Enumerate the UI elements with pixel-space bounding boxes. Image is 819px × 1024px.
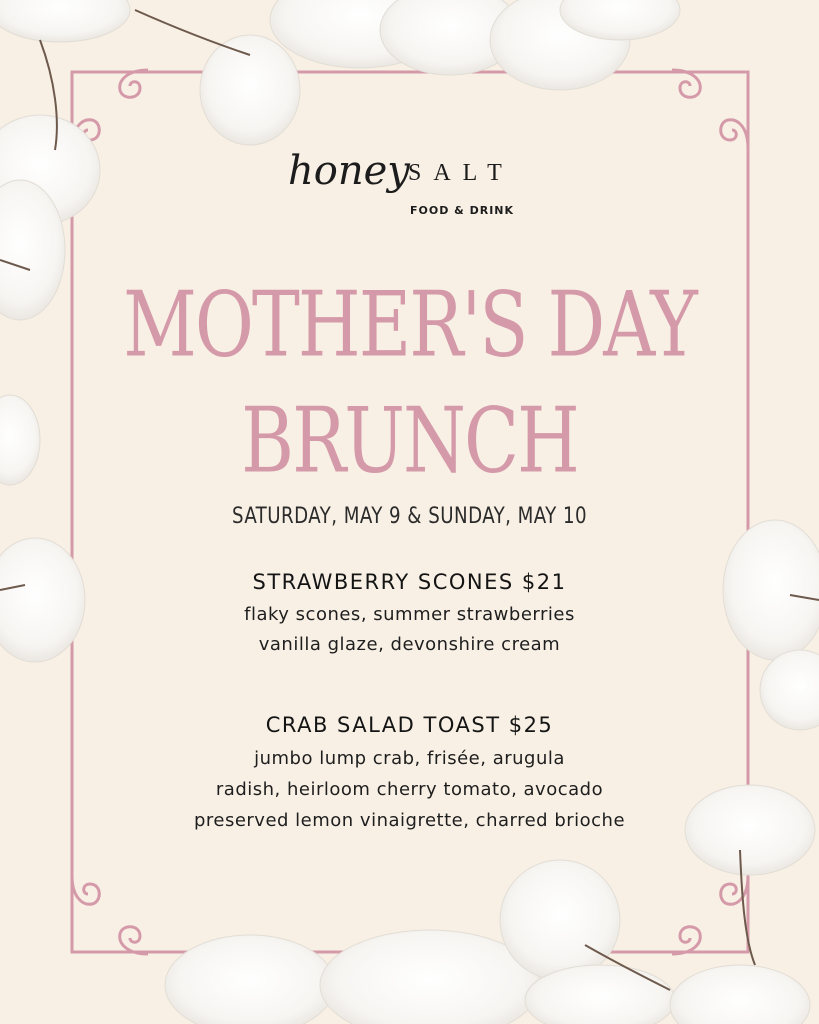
brand-script: honey xyxy=(288,148,410,194)
menu-item-description: flaky scones, summer strawberries xyxy=(244,604,575,625)
brand-logo xyxy=(0,130,819,230)
title-line-1: MOTHER'S DAY xyxy=(123,271,696,377)
menu-item-description: vanilla glaze, devonshire cream xyxy=(258,634,561,655)
menu-item-description: radish, heirloom cherry tomato, avocado xyxy=(215,779,604,800)
title-line-2: BRUNCH xyxy=(241,387,578,493)
brand-name: SALT xyxy=(408,160,514,186)
menu-item-name: STRAWBERRY SCONES $21 xyxy=(252,570,567,594)
event-dates: SATURDAY, MAY 9 & SUNDAY, MAY 10 xyxy=(231,504,588,529)
menu-item-name: CRAB SALAD TOAST $25 xyxy=(265,713,554,737)
brand-subtitle: FOOD & DRINK xyxy=(410,204,515,217)
menu-item-description: jumbo lump crab, frisée, arugula xyxy=(254,748,565,769)
menu-item-description: preserved lemon vinaigrette, charred brioche xyxy=(193,810,626,831)
